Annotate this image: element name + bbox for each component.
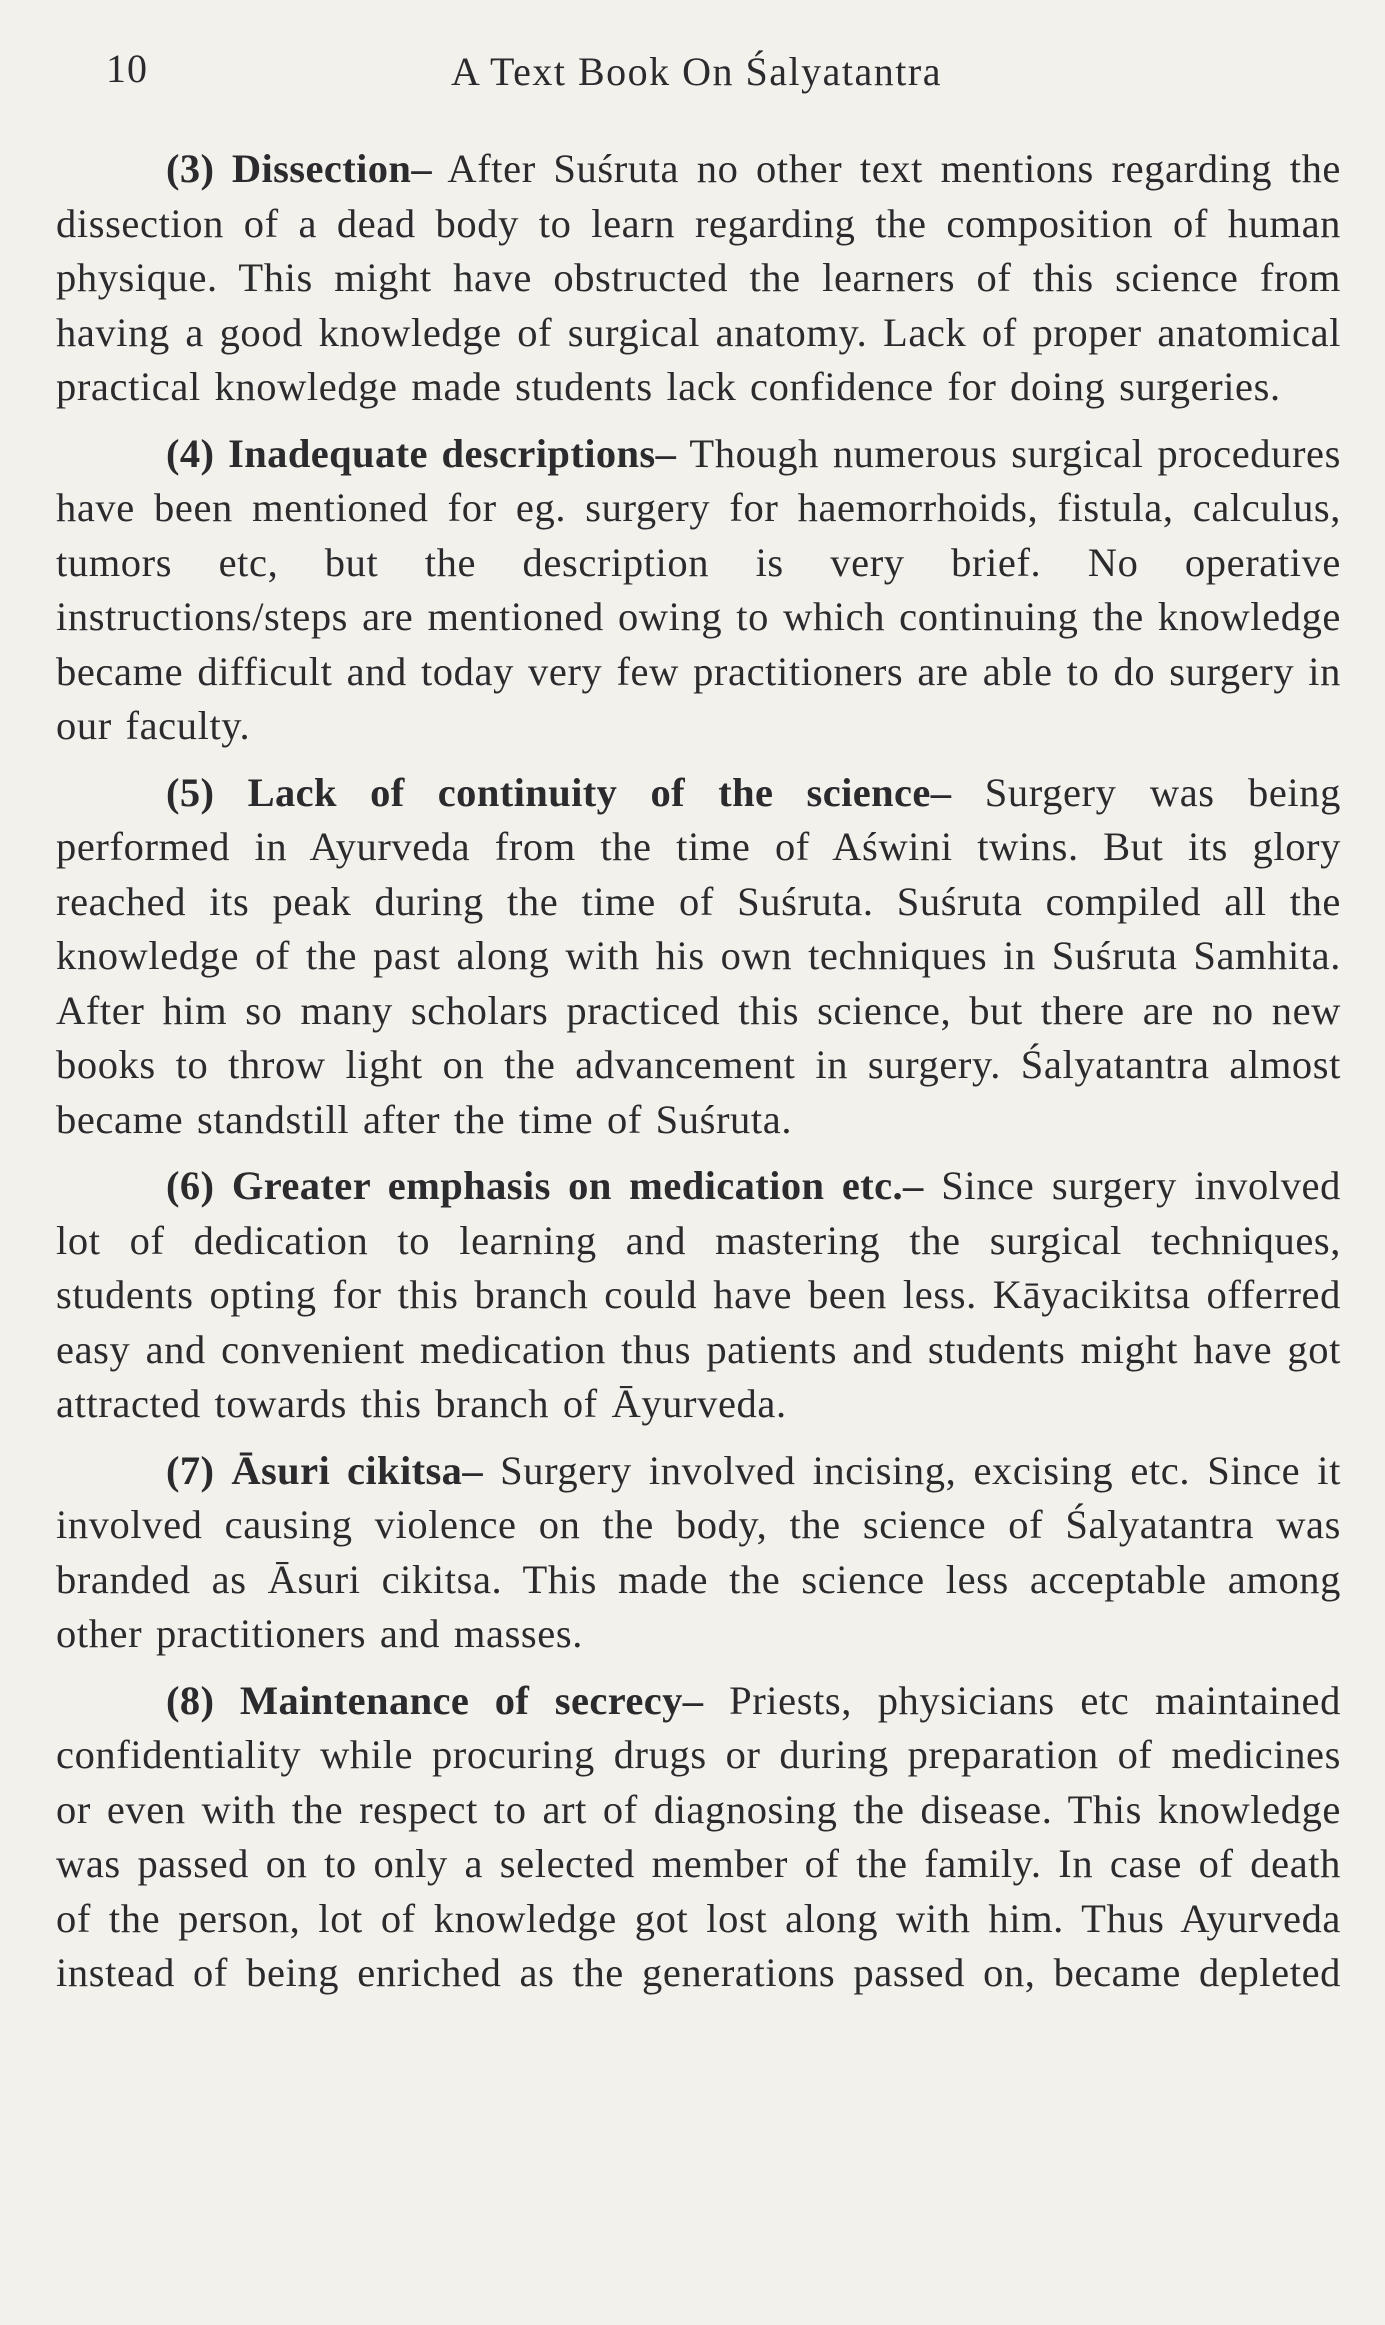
page-header	[58, 0, 1335, 130]
paragraph-inadequate-descriptions	[56, 427, 1341, 754]
paragraph-heading: (7) Āsuri cikitsa–	[166, 1447, 483, 1493]
running-title: A Text Book On Śalyatantra	[451, 49, 942, 94]
body-text	[56, 142, 1341, 2013]
paragraph-maintenance-of-secrecy	[56, 1674, 1341, 2001]
paragraph-asuri-cikitsa	[56, 1444, 1341, 1662]
paragraph-text: Surgery involved incising, excising etc. Since it involved causing violence on the body, the science of Śalyatantra was branded as Āsuri cikitsa. This made the science less acceptable among other practitioners and masses.	[56, 1447, 1341, 1656]
paragraph-heading: (3) Dissection–	[166, 146, 432, 191]
paragraph-heading: (4) Inadequate descriptions–	[166, 430, 677, 476]
paragraph-heading: (5) Lack of continuity of the science–	[166, 769, 952, 815]
paragraph-text: Since surgery involved lot of dedication to learning and mastering the surgical techniques, students opting for this branch could have been less. Kāyacikitsa offerred easy and convenient medication thus patients and students might have got attracted towards this branch of Āyurveda.	[56, 1163, 1341, 1426]
paragraph-heading: (8) Maintenance of secrecy–	[166, 1677, 704, 1723]
paragraph-text: Though numerous surgical procedures have been mentioned for eg. surgery for haemorrhoids, fistula, calculus, tumors etc, but the description is very brief. No operative instructions/steps are mentioned owing to which continuing the knowledge became difficult and today very few practitioners are able to do surgery in our faculty.	[56, 430, 1341, 748]
paragraph-text: Surgery was being performed in Ayurveda from the time of Aświni twins. But its glory reached its peak during the time of Suśruta. Suśruta compiled all the knowledge of the past along with his own techniques in Suśruta Samhita. After him so many scholars practiced this science, but there are no new books to throw light on the advancement in surgery. Śalyatantra almost became standstill after the time of Suśruta.	[56, 769, 1341, 1142]
paragraph-heading: (6) Greater emphasis on medication etc.–	[166, 1163, 924, 1208]
page-number: 10	[106, 46, 148, 91]
paragraph-text: After Suśruta no other text mentions regarding the dissection of a dead body to learn regarding the composition of human physique. This might have obstructed the learners of this science from having a good knowledge of surgical anatomy. Lack of proper anatomical practical knowledge made students lack confidence for doing surgeries.	[56, 146, 1341, 409]
paragraph-text: Priests, physicians etc maintained confidentiality while procuring drugs or during preparation of medicines or even with the respect to art of diagnosing the disease. This knowledge was passed on to only a selected member of the family. In case of death of the person, lot of knowledge got lost along with him. Thus Ayurveda instead of being enriched as the generations passed on, became depleted	[56, 1677, 1341, 1995]
paragraph-lack-of-continuity	[56, 766, 1341, 1148]
paragraph-greater-emphasis-on-medication	[56, 1159, 1341, 1432]
paragraph-dissection	[56, 142, 1341, 415]
